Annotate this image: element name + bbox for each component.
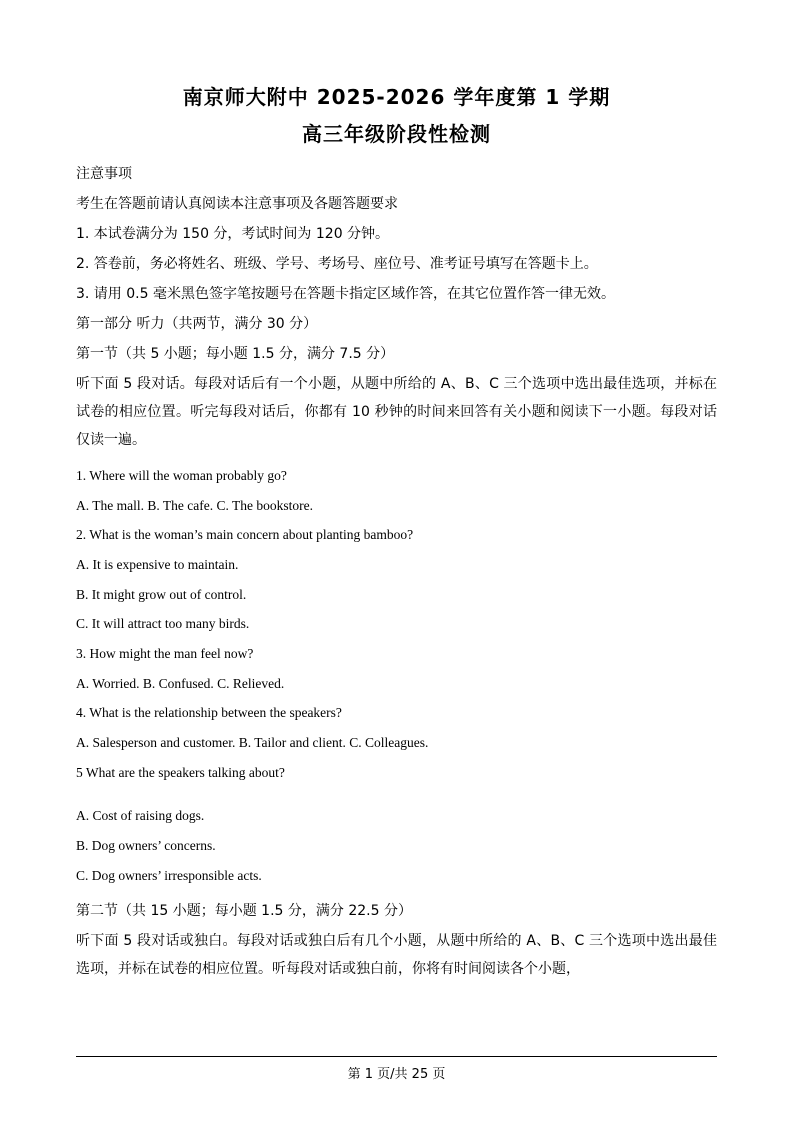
section-1-directions: 听下面 5 段对话。每段对话后有一个小题，从题中所给的 A、B、C 三个选项中选出最佳选项，并标在试卷的相应位置。听完每段对话后，你都有 10 秒钟的时间来回答有关小题和阅读下一小题。每段对话仅读一遍。	[76, 376, 717, 448]
question-stem: 3. How might the man feel now?	[76, 646, 254, 662]
question-4	[76, 699, 717, 756]
question-option: C. Dog owners’ irresponsible acts.	[76, 867, 262, 883]
section-2-heading: 第二节（共 15 小题；每小题 1.5 分，满分 22.5 分）	[76, 903, 412, 920]
notice-item-2: 2. 答卷前，务必将姓名、班级、学号、考场号、座位号、准考证号填写在答题卡上。	[76, 256, 598, 272]
question-options: A. The mall. B. The cafe. C. The bookstore.	[76, 497, 313, 513]
question-option: B. Dog owners’ concerns.	[76, 838, 216, 854]
question-3	[76, 640, 717, 697]
section-1-heading: 第一节（共 5 小题；每小题 1.5 分，满分 7.5 分）	[76, 346, 395, 362]
notice-heading: 注意事项	[76, 166, 132, 182]
notice-line-1: 考生在答题前请认真阅读本注意事项及各题答题要求	[76, 196, 398, 212]
question-stem: 1. Where will the woman probably go?	[76, 468, 287, 483]
question-stem: 2. What is the woman’s main concern about planting bamboo?	[76, 527, 414, 543]
question-1	[76, 462, 717, 519]
question-5	[76, 759, 717, 890]
notice-item-1: 1. 本试卷满分为 150 分，考试时间为 120 分钟。	[76, 226, 390, 242]
question-option: B. It might grow out of control.	[76, 586, 247, 602]
question-option: A. It is expensive to maintain.	[76, 557, 239, 573]
question-options: A. Worried. B. Confused. C. Relieved.	[76, 675, 285, 691]
question-stem: 4. What is the relationship between the speakers?	[76, 705, 342, 721]
page-title-line-1: 南京师大附中 2025-2026 学年度第 1 学期	[182, 85, 611, 109]
page-title-line-2: 高三年级阶段性检测	[302, 122, 491, 146]
question-2	[76, 521, 717, 638]
section-2-directions: 听下面 5 段对话或独白。每段对话或独白后有几个小题，从题中所给的 A、B、C 三个选项中选出最佳选项，并标在试卷的相应位置。听每段对话或独白前，你将有时间阅读各个小题，	[76, 933, 717, 978]
part-1-heading: 第一部分 听力（共两节，满分 30 分）	[76, 316, 318, 332]
question-option: A. Cost of raising dogs.	[76, 808, 205, 824]
question-options: A. Salesperson and customer. B. Tailor and client. C. Colleagues.	[76, 735, 429, 751]
notice-item-3: 3. 请用 0.5 毫米黑色签字笔按题号在答题卡指定区域作答，在其它位置作答一律无效。	[76, 286, 615, 302]
page-footer	[76, 1056, 717, 1082]
question-stem: 5 What are the speakers talking about?	[76, 764, 285, 780]
question-option: C. It will attract too many birds.	[76, 616, 250, 632]
page-indicator: 第 1 页/共 25 页	[347, 1067, 446, 1082]
